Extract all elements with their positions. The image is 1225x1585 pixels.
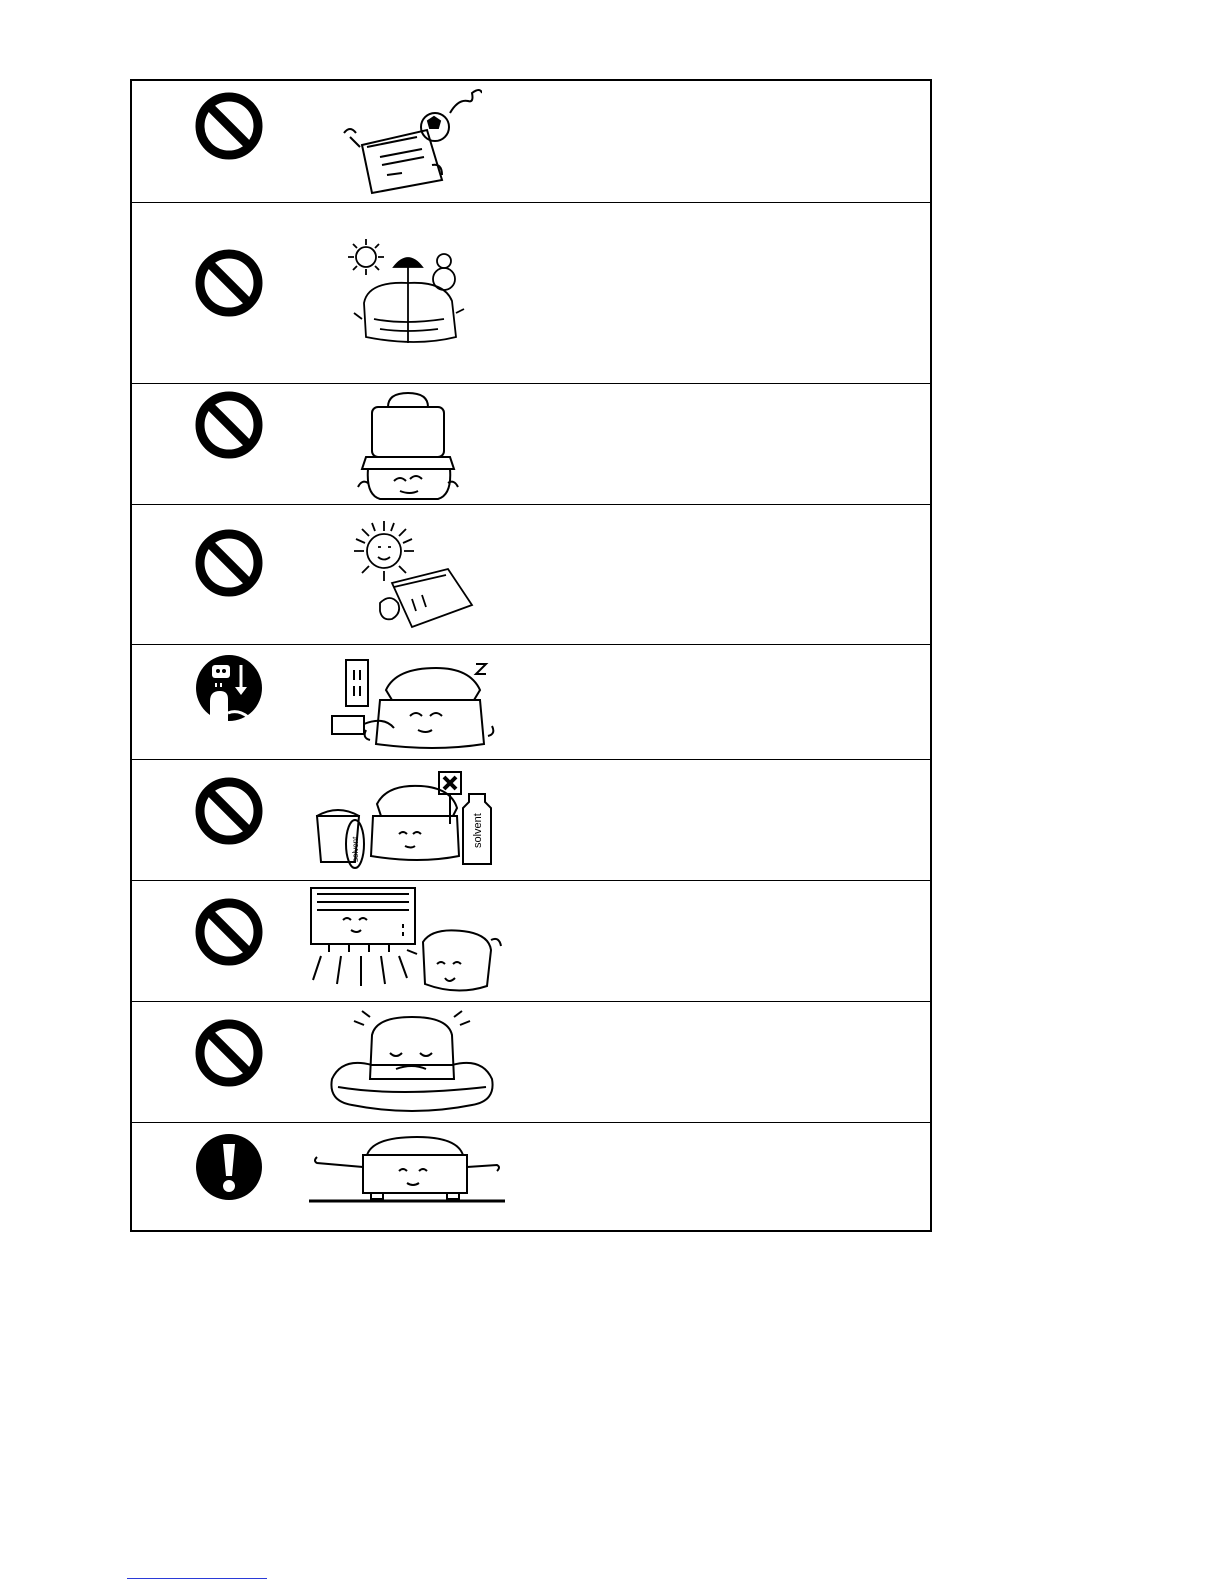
table-row bbox=[132, 203, 930, 384]
prohibition-icon bbox=[194, 390, 264, 460]
table-row bbox=[132, 881, 930, 1002]
precautions-table bbox=[130, 79, 932, 1232]
prohibition-icon bbox=[194, 248, 264, 318]
table-row bbox=[132, 505, 930, 645]
solvent-label: solvent bbox=[472, 813, 484, 848]
scale-in-direct-sunlight-illustration bbox=[332, 513, 482, 638]
prohibition-icon bbox=[194, 528, 264, 598]
table-row bbox=[132, 1002, 930, 1123]
prohibition-icon bbox=[194, 776, 264, 846]
exclamation-icon bbox=[194, 1132, 264, 1202]
prohibition-icon bbox=[194, 91, 264, 161]
solvent-label: solvent bbox=[351, 836, 360, 862]
scale-in-weather-extremes-illustration bbox=[344, 233, 474, 363]
scale-near-air-conditioner-illustration bbox=[307, 884, 507, 999]
footer-rule bbox=[127, 1578, 267, 1579]
table-row bbox=[132, 760, 930, 881]
scale-on-soft-surface-illustration bbox=[322, 1005, 502, 1120]
scale-hit-by-ball-illustration bbox=[332, 85, 482, 195]
unplug-icon bbox=[194, 653, 264, 723]
prohibition-icon bbox=[194, 1018, 264, 1088]
scale-level-on-flat-surface-illustration bbox=[307, 1131, 507, 1231]
scale-unplugged-illustration bbox=[330, 650, 500, 755]
prohibition-icon bbox=[194, 897, 264, 967]
table-row bbox=[132, 1123, 930, 1234]
scale-with-solvents-illustration bbox=[307, 764, 507, 874]
table-row bbox=[132, 645, 930, 760]
heavy-bag-on-scale-illustration bbox=[344, 387, 474, 502]
table-row bbox=[132, 81, 930, 203]
table-row bbox=[132, 384, 930, 505]
